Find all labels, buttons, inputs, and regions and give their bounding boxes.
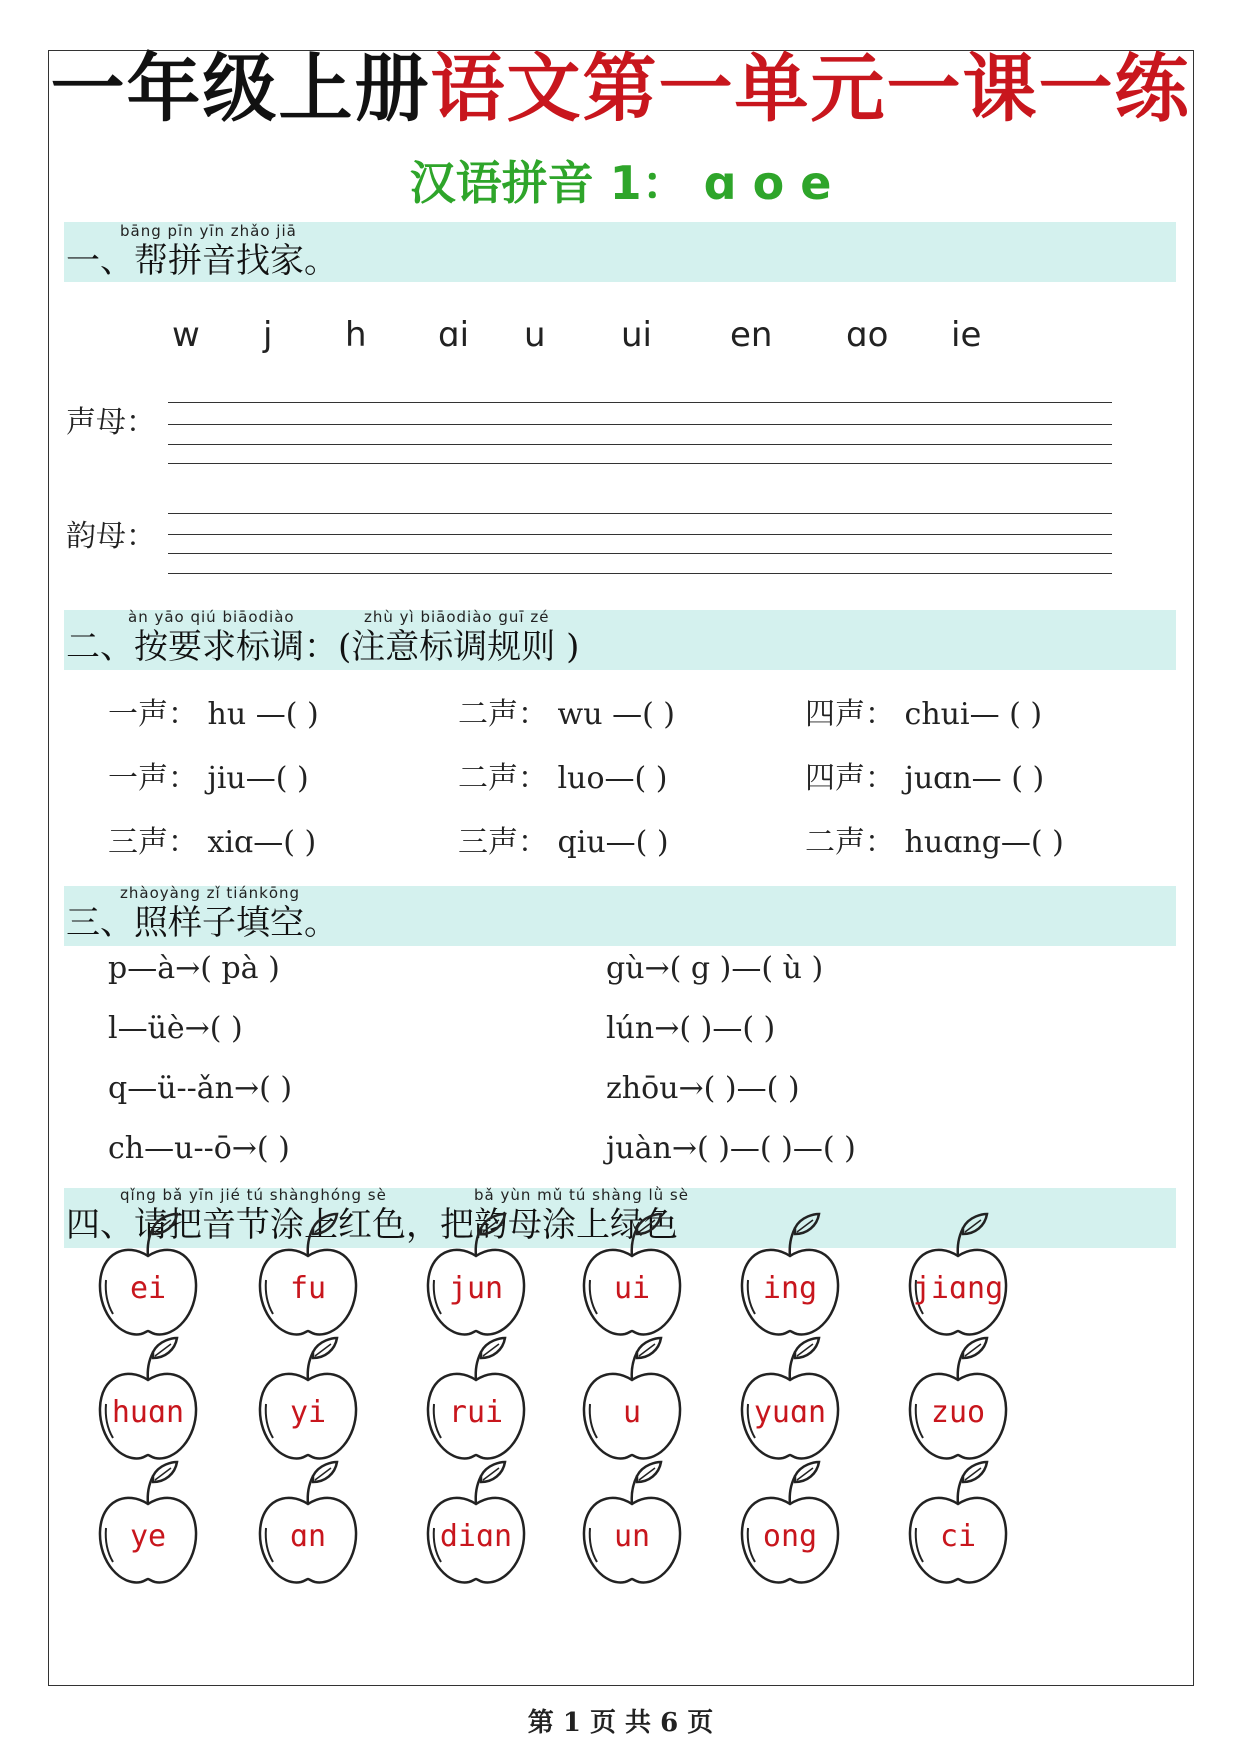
- apple-item: [735, 1336, 845, 1456]
- writing-line: [168, 402, 1112, 403]
- letter: ui: [621, 315, 652, 355]
- tone-item: 三声： xiɑ—( ): [108, 825, 317, 860]
- apple-syllable: ci: [939, 1519, 977, 1554]
- fill-item: p—à→( pà ): [108, 951, 280, 986]
- section2-pinyin-a: àn yāo qiú biāodiào: [128, 608, 295, 626]
- apple-item: [253, 1212, 363, 1332]
- apple-item: [253, 1336, 363, 1456]
- writing-line: [168, 553, 1112, 554]
- apple-item: [577, 1336, 687, 1456]
- section4-pinyin-b: bǎ yùn mǔ tú shàng lǜ sè: [474, 1186, 689, 1204]
- fill-item: juàn→( )—( )—( ): [606, 1131, 856, 1166]
- apple-syllable: jiɑng: [912, 1271, 1004, 1306]
- apple-item: [421, 1336, 531, 1456]
- section3-title: 三、照样子填空。: [66, 903, 338, 943]
- apple-syllable: ing: [762, 1271, 818, 1306]
- writing-line: [168, 424, 1112, 425]
- page-title: [0, 46, 1241, 132]
- letter: en: [730, 315, 773, 355]
- section1-pinyin: bāng pīn yīn zhǎo jiā: [120, 222, 297, 240]
- letter: j: [263, 315, 273, 355]
- fill-item: ch—u--ō→( ): [108, 1131, 290, 1166]
- writing-line: [168, 513, 1112, 514]
- page-subtitle: 汉语拼音 1： ɑ o e: [409, 156, 832, 210]
- letter: ɑi: [438, 315, 470, 355]
- apple-item: [903, 1460, 1013, 1580]
- apple-syllable: yuɑn: [753, 1395, 827, 1430]
- apple-item: [903, 1336, 1013, 1456]
- apple-item: [421, 1460, 531, 1580]
- tone-item: 四声： juɑn— ( ): [805, 761, 1045, 796]
- apple-item: [93, 1460, 203, 1580]
- fill-item: zhōu→( )—( ): [606, 1071, 800, 1106]
- tone-item: 二声： huɑng—( ): [805, 825, 1064, 860]
- apple-syllable: ong: [762, 1519, 818, 1554]
- shengmu-label: 声母：: [66, 405, 156, 440]
- title-grade: 一年级上册: [50, 46, 431, 132]
- letter: ie: [951, 315, 982, 355]
- apple-syllable: ɑn: [289, 1519, 327, 1554]
- apple-syllable: rui: [448, 1395, 504, 1430]
- apple-item: [421, 1212, 531, 1332]
- apple-syllable: huɑn: [111, 1395, 185, 1430]
- fill-item: q—ü--ǎn→( ): [108, 1071, 293, 1106]
- section2-pinyin-b: zhù yì biāodiào guī zé: [364, 608, 550, 626]
- section4-title: 四、请把音节涂上红色，把韵母涂上绿色: [66, 1205, 678, 1245]
- apple-item: [577, 1460, 687, 1580]
- fill-item: l—üè→( ): [108, 1011, 243, 1046]
- tone-item: 二声： wu —( ): [458, 697, 676, 732]
- apple-item: [903, 1212, 1013, 1332]
- apple-item: [735, 1460, 845, 1580]
- apple-item: [93, 1212, 203, 1332]
- page-footer: 第 1 页 共 6 页: [527, 1708, 714, 1738]
- fill-item: gù→( g )—( ù ): [606, 951, 824, 986]
- tone-item: 二声： luo—( ): [458, 761, 668, 796]
- apple-syllable: ui: [613, 1271, 651, 1306]
- apple-syllable: zuo: [930, 1395, 986, 1430]
- apple-syllable: ye: [129, 1519, 167, 1554]
- tone-item: 一声： jiu—( ): [108, 761, 309, 796]
- apple-syllable: fu: [289, 1271, 327, 1306]
- tone-item: 四声： chui— ( ): [805, 697, 1043, 732]
- section2-title: 二、按要求标调：(注意标调规则 ): [66, 627, 580, 667]
- apple-syllable: yi: [289, 1395, 327, 1430]
- apple-syllable: un: [613, 1519, 651, 1554]
- apple-item: [253, 1460, 363, 1580]
- title-unit: 语文第一单元一课一练: [430, 46, 1191, 132]
- apple-item: [735, 1212, 845, 1332]
- apple-item: [93, 1336, 203, 1456]
- apple-item: [577, 1212, 687, 1332]
- writing-line: [168, 573, 1112, 574]
- writing-line: [168, 463, 1112, 464]
- writing-line: [168, 444, 1112, 445]
- tone-item: 三声： qiu—( ): [458, 825, 669, 860]
- letter: u: [524, 315, 546, 355]
- section1-title: 一、帮拼音找家。: [66, 241, 338, 281]
- apple-syllable: jun: [448, 1271, 504, 1306]
- section3-pinyin: zhàoyàng zǐ tiánkōng: [120, 884, 301, 902]
- apple-syllable: ei: [129, 1271, 167, 1306]
- letter: h: [345, 315, 367, 355]
- writing-line: [168, 534, 1112, 535]
- apple-syllable: u: [622, 1395, 642, 1430]
- tone-item: 一声： hu —( ): [108, 697, 319, 732]
- yunmu-label: 韵母：: [66, 519, 156, 554]
- fill-item: lún→( )—( ): [606, 1011, 776, 1046]
- apple-syllable: diɑn: [439, 1519, 513, 1554]
- letter: w: [172, 315, 200, 355]
- section4-pinyin-a: qǐng bǎ yīn jié tú shànghóng sè: [120, 1186, 387, 1204]
- letter: ɑo: [846, 315, 889, 355]
